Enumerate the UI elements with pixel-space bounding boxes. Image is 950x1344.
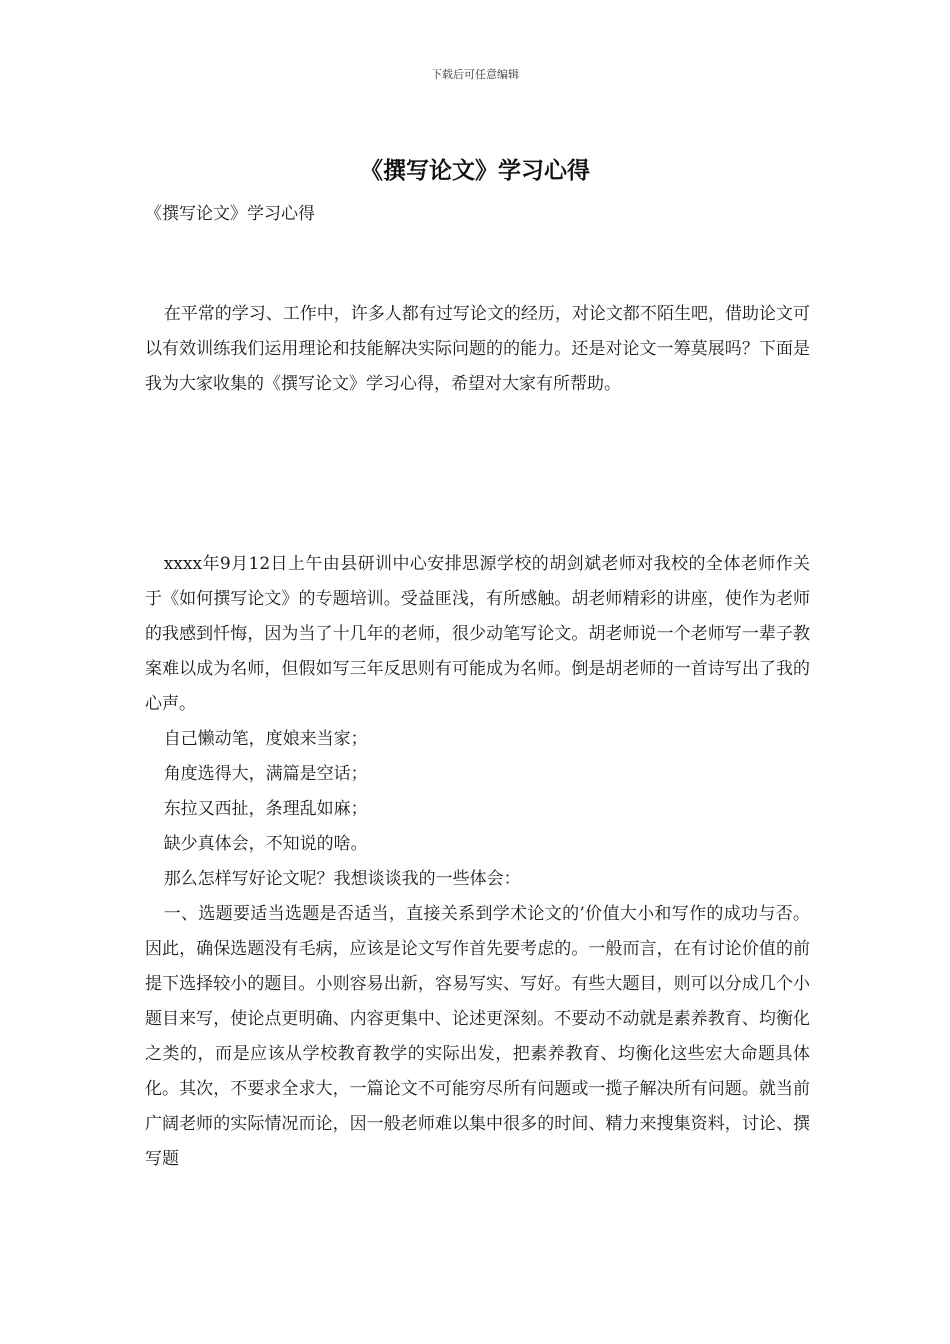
document-title: 《撰写论文》学习心得 [360,157,590,184]
poem-line: 东拉又西扯，条理乱如麻； [163,799,368,819]
main-section [145,547,810,1177]
page-header-note: 下载后可任意编辑 [431,68,519,81]
section-one-paragraph: 一、选题要适当选题是否适当，直接关系到学术论文的’价值大小和写作的成功与否。因此，确保选题没有毛病，应该是论文写作首先要考虑的。一般而言，在有讨论价值的前提下选择较小的题目。小则容易出新，容易写实、写好。有些大题目，则可以分成几个小题目来写，使论点更明确、内容更集中、论述更深刻。不要动不动就是素养教育、均衡化之类的，而是应该从学校教育教学的实际出发，把素养教育、均衡化这些宏大命题具体化。其次，不要求全求大，一篇论文不可能穷尽所有问题或一揽子解决所有问题。就当前广阔老师的实际情况而论，因一般老师难以集中很多的时间、精力来搜集资料，讨论、撰写题 [145,904,810,1169]
poem-line: 自己懒动笔，度娘来当家； [163,729,368,749]
training-paragraph: xxxx年9月12日上午由县研训中心安排思源学校的胡剑斌老师对我校的全体老师作关于《如何撰写论文》的专题培训。受益匪浅，有所感触。胡老师精彩的讲座，使作为老师的我感到忏悔，因为当了十几年的老师，很少动笔写论文。胡老师说一个老师写一辈子教案难以成为名师，但假如写三年反思则有可能成为名师。倒是胡老师的一首诗写出了我的心声。 [145,554,810,714]
intro-section [145,297,810,402]
intro-paragraph: 在平常的学习、工作中，许多人都有过写论文的经历，对论文都不陌生吧，借助论文可以有效训练我们运用理论和技能解决实际问题的的能力。还是对论文一筹莫展吗？下面是我为大家收集的《撰写论文》学习心得，希望对大家有所帮助。 [145,304,810,394]
poem-line: 缺少真体会，不知说的啥。 [163,834,368,854]
poem [145,722,810,862]
poem-line: 角度选得大，满篇是空话； [163,764,368,784]
document-subtitle: 《撰写论文》学习心得 [145,204,315,224]
question-paragraph: 那么怎样写好论文呢？我想谈谈我的一些体会： [163,869,521,889]
